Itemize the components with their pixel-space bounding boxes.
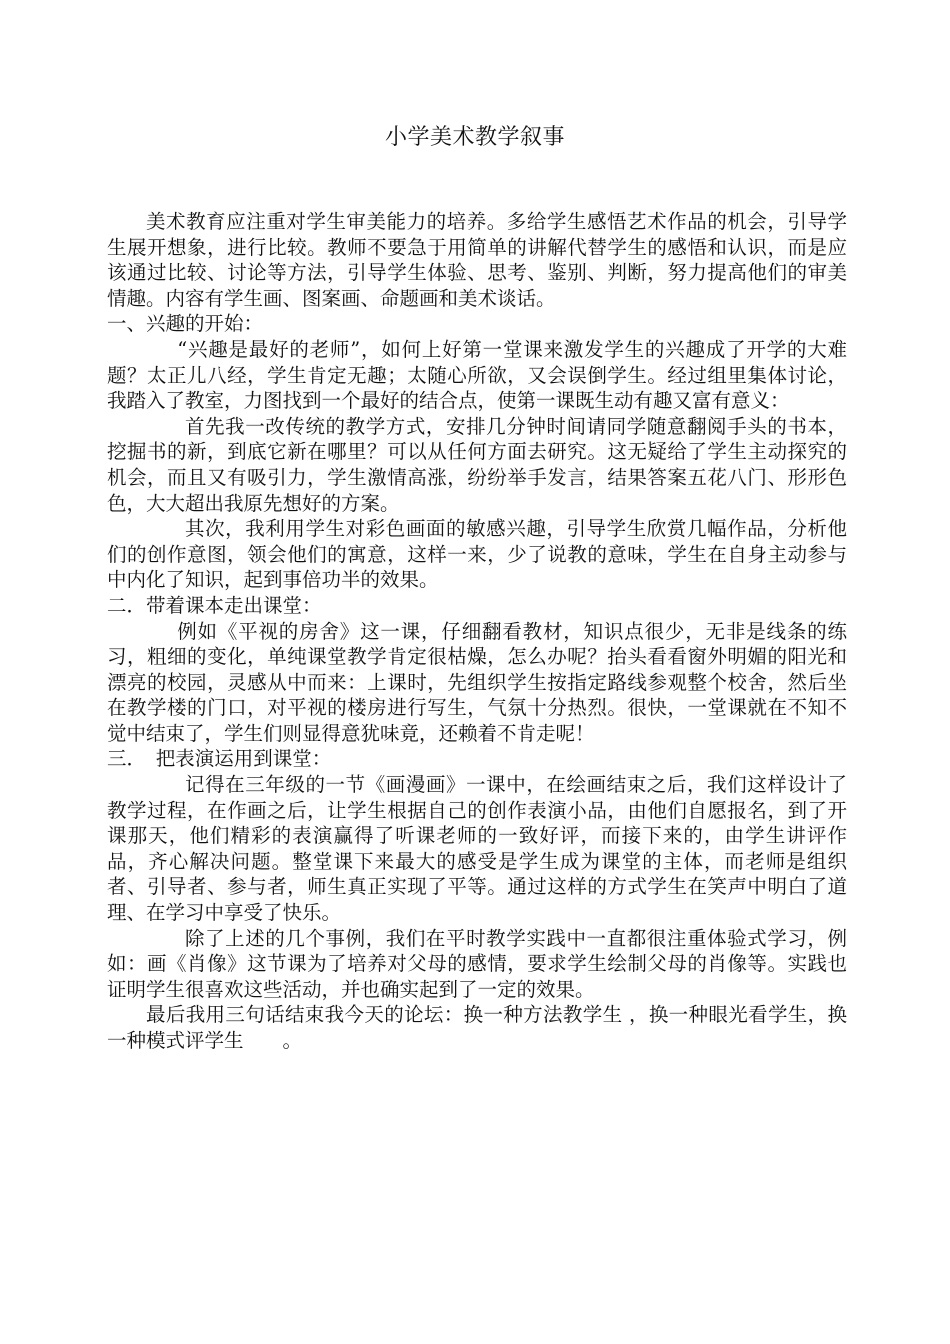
section-1-paragraph-1: “兴趣是最好的老师”，如何上好第一堂课来激发学生的兴趣成了开学的大难题？太正儿八经，学生肯定无趣；太随心所欲，又会误倒学生。经过组里集体讨论，我踏入了教室，力图找到一个最好的结合点，使第一课既生动有趣又富有意义： xyxy=(107,337,847,413)
section-heading-3: 三． 把表演运用到课堂： xyxy=(107,747,332,771)
section-3-paragraph-1: 记得在三年级的一节《画漫画》一课中，在绘画结束之后，我们这样设计了教学过程，在作画之后，让学生根据自己的创作表演小品，由他们自愿报名，到了开课那天，他们精彩的表演赢得了听课老师的一致好评，而接下来的，由学生讲评作品，齐心解决问题。整堂课下来最大的感受是学生成为课堂的主体，而老师是组织者、引导者、参与者，师生真正实现了平等。通过这样的方式学生在笑声中明白了道理、在学习中享受了快乐。 xyxy=(107,773,847,925)
section-heading-2: 二．带着课本走出课堂： xyxy=(107,593,322,617)
intro-paragraph: 美术教育应注重对学生审美能力的培养。多给学生感悟艺术作品的机会，引导学生展开想象，进行比较。教师不要急于用简单的讲解代替学生的感悟和认识，而是应该通过比较、讨论等方法，引导学生体验、思考、鉴别、判断，努力提高他们的审美情趣。内容有学生画、图案画、命题画和美术谈话。 xyxy=(107,210,847,310)
document-title: 小学美术教学叙事 xyxy=(384,125,565,150)
document-body xyxy=(107,209,847,1054)
section-3-paragraph-2: 除了上述的几个事例，我们在平时教学实践中一直都很注重体验式学习，例如：画《肖像》这节课为了培养对父母的感情，要求学生绘制父母的肖像等。实践也证明学生很喜欢这些活动，并也确实起到了一定的效果。 xyxy=(107,926,847,1001)
section-1-paragraph-3: 其次，我利用学生对彩色画面的敏感兴趣，引导学生欣赏几幅作品，分析他们的创作意图，领会他们的寓意，这样一来，少了说教的意味，学生在自身主动参与中内化了知识，起到事倍功半的效果。 xyxy=(107,517,847,592)
section-heading-1: 一、兴趣的开始： xyxy=(107,312,264,336)
section-1-paragraph-2: 首先我一改传统的教学方式，安排几分钟时间请同学随意翻阅手头的书本，挖掘书的新，到底它新在哪里？可以从任何方面去研究。这无疑给了学生主动探究的机会，而且又有吸引力，学生激情高涨，纷纷举手发言，结果答案五花八门、形形色色，大大超出我原先想好的方案。 xyxy=(107,414,847,515)
closing-paragraph: 最后我用三句话结束我今天的论坛：换一种方法教学生 ，换一种眼光看学生，换一种模式评学生 。 xyxy=(107,1003,847,1052)
section-2-paragraph-1: 例如《平视的房舍》这一课，仔细翻看教材，知识点很少，无非是线条的练习，粗细的变化，单纯课堂教学肯定很枯燥，怎么办呢？抬头看看窗外明媚的阳光和漂亮的校园，灵感从中而来：上课时，先组织学生按指定路线参观整个校舍，然后坐在教学楼的门口，对平视的楼房进行写生，气氛十分热烈。很快，一堂课就在不知不觉中结束了，学生们则显得意犹味竟，还赖着不肯走呢！ xyxy=(107,619,847,745)
